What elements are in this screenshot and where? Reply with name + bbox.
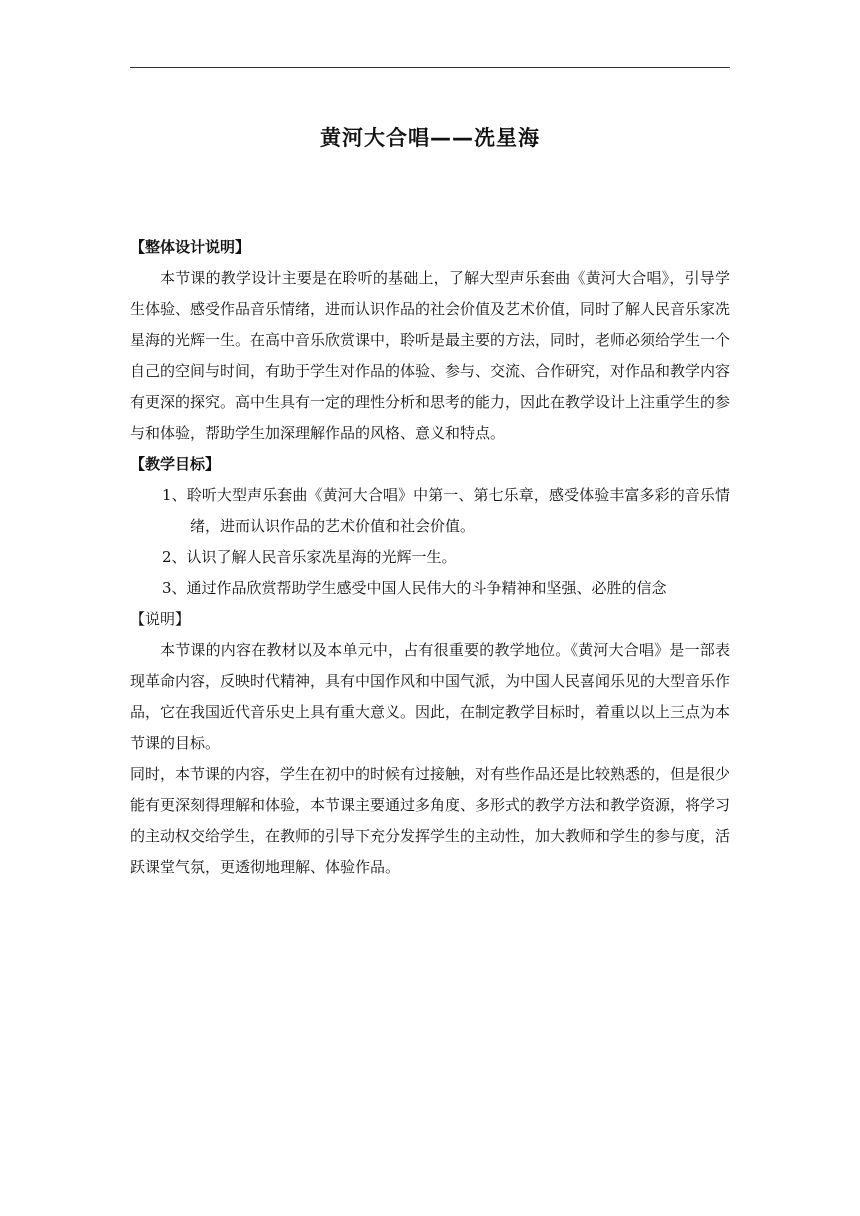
document-body [130, 232, 730, 883]
goal-item: 2、认识了解人民音乐家冼星海的光辉一生。 [162, 548, 457, 566]
section-heading-goals: 【教学目标】 [130, 455, 221, 473]
section-heading-notes: 【说明】 [130, 610, 191, 628]
goal-item: 3、通过作品欣赏帮助学生感受中国人民伟大的斗争精神和坚强、必胜的信念 [162, 579, 667, 597]
goals-list [130, 480, 730, 604]
notes-paragraph-2: 同时，本节课的内容，学生在初中的时候有过接触，对有些作品还是比较熟悉的，但是很少能有更深刻得理解和体验，本节课主要通过多角度、多形式的教学方法和教学资源，将学习的主动权交给学生，在教师的引导下充分发挥学生的主动性，加大教师和学生的参与度，活跃课堂气氛，更透彻地理解、体验作品。 [130, 765, 731, 876]
section-heading-design: 【整体设计说明】 [130, 238, 251, 256]
document-title: 黄河大合唱——冼星海 [320, 126, 540, 150]
design-paragraph: 本节课的教学设计主要是在聆听的基础上，了解大型声乐套曲《黄河大合唱》，引导学生体验、感受作品音乐情绪，进而认识作品的社会价值及艺术价值，同时了解人民音乐家冼星海的光辉一生。在高中音乐欣赏课中，聆听是最主要的方法，同时，老师必须给学生一个自己的空间与时间，有助于学生对作品的体验、参与、交流、合作研究，对作品和教学内容有更深的探究。高中生具有一定的理性分析和思考的能力，因此在教学设计上注重学生的参与和体验，帮助学生加深理解作品的风格、意义和特点。 [130, 269, 731, 442]
notes-paragraph: 本节课的内容在教材以及本单元中，占有很重要的教学地位。《黄河大合唱》是一部表现革命内容，反映时代精神，具有中国作风和中国气派，为中国人民喜闻乐见的大型音乐作品，它在我国近代音乐史上具有重大意义。因此，在制定教学目标时，着重以以上三点为本节课的目标。 [130, 641, 731, 752]
header-rule [130, 67, 730, 68]
goal-item: 1、聆听大型声乐套曲《黄河大合唱》中第一、第七乐章，感受体验丰富多彩的音乐情绪，进而认识作品的艺术价值和社会价值。 [162, 486, 730, 535]
